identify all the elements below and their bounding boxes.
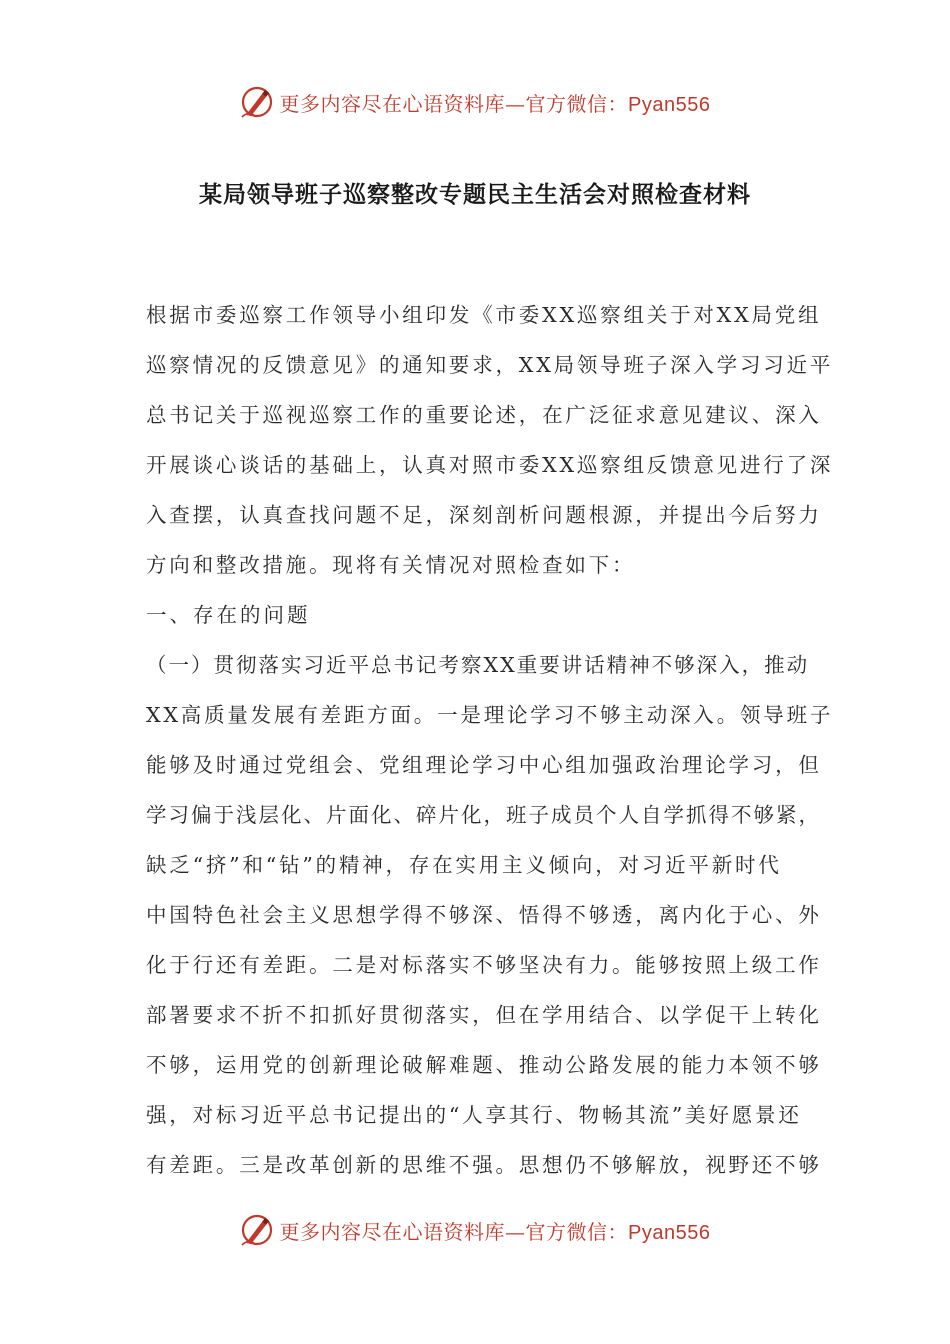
pen-in-circle-icon: [240, 1213, 274, 1247]
watermark-text: 更多内容尽在心语资料库—官方微信：Pyan556: [279, 1219, 711, 1244]
body-line: 强，对标习近平总书记提出的“人享其行、物畅其流”美好愿景还: [146, 1103, 802, 1127]
body-line: 部署要求不折不扣抓好贯彻落实，但在学用结合、以学促干上转化: [146, 1003, 822, 1027]
body-line: （一）贯彻落实习近平总书记考察XX重要讲话精神不够深入，推动: [146, 653, 810, 677]
body-line: 根据市委巡察工作领导小组印发《市委XX巡察组关于对XX局党组: [146, 303, 822, 327]
body-line: 不够，运用党的创新理论破解难题、推动公路发展的能力本领不够: [146, 1053, 822, 1077]
body-line: XX高质量发展有差距方面。一是理论学习不够主动深入。领导班子: [146, 703, 834, 727]
body-line: 中国特色社会主义思想学得不够深、悟得不够透，离内化于心、外: [146, 903, 822, 927]
body-line: 方向和整改措施。现将有关情况对照检查如下：: [146, 553, 636, 577]
body-line: 缺乏“挤”和“钻”的精神，存在实用主义倾向，对习近平新时代: [146, 853, 782, 877]
pen-in-circle-icon: [240, 85, 274, 119]
document-title: 某局领导班子巡察整改专题民主生活会对照检查材料: [199, 181, 751, 208]
section-heading: 一、存在的问题: [146, 603, 311, 627]
body-line: 有差距。三是改革创新的思维不强。思想仍不够解放，视野还不够: [146, 1153, 822, 1177]
body-line: 化于行还有差距。二是对标落实不够坚决有力。能够按照上级工作: [146, 953, 822, 977]
watermark-banner-bottom: [0, 1208, 950, 1252]
body-line: 开展谈心谈话的基础上，认真对照市委XX巡察组反馈意见进行了深: [146, 453, 834, 477]
watermark-text: 更多内容尽在心语资料库—官方微信：Pyan556: [279, 91, 711, 116]
watermark-banner-top: [0, 80, 950, 124]
body-line: 学习偏于浅层化、片面化、碎片化，班子成员个人自学抓得不够紧，: [146, 803, 821, 827]
body-line: 能够及时通过党组会、党组理论学习中心组加强政治理论学习，但: [146, 753, 822, 777]
body-line: 巡察情况的反馈意见》的通知要求，XX局领导班子深入学习习近平: [146, 353, 834, 377]
watermark-handle: Pyan556: [628, 1221, 711, 1244]
body-line: 总书记关于巡视巡察工作的重要论述，在广泛征求意见建议、深入: [146, 403, 822, 427]
watermark-handle: Pyan556: [628, 93, 711, 116]
document-body: [146, 290, 834, 1190]
body-line: 入查摆，认真查找问题不足，深刻剖析问题根源，并提出今后努力: [146, 503, 822, 527]
